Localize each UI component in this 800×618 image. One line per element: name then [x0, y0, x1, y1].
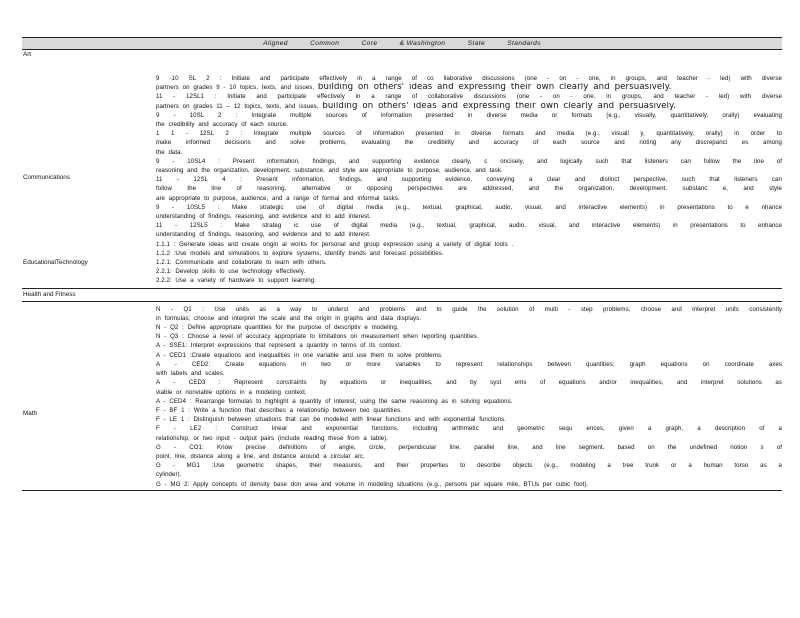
standard-line [156, 360, 782, 369]
standard-emphasis: building on others' ideas and expressing their own clearly and persuasively. [322, 101, 676, 111]
standard-text: follow the line of reasoning, alternative or opposing perspectives are addressed, and the organization, development, substanc e, and style [156, 185, 782, 193]
communications-block [22, 74, 782, 240]
standard-text: F - LE 1 : Distinguish between situations that can be modeled with linear functions and with exponential functions. [156, 416, 506, 424]
standard-text: the data. [156, 148, 183, 156]
header-word: Core [361, 40, 378, 47]
standard-text: G - MG1 :Use geometric shapes, their measures, and their properties to describe objects (e.g., modeling a tree trunk or a human torso as a [156, 462, 782, 470]
standard-line [156, 230, 782, 239]
edtech-block [22, 240, 782, 286]
communications-standards [156, 74, 782, 240]
standard-text: N - Q2 : Define appropriate quantities for the purpose of descriptiv e modeling. [156, 324, 399, 332]
standard-line [156, 148, 782, 157]
subject-label-math: Math [23, 409, 37, 417]
standard-line [156, 305, 782, 314]
standard-line [156, 406, 782, 415]
standard-text: 1.1.1 : Generate ideas and create origin al works for personal and group expression using a variety of digital tools . [156, 240, 514, 248]
standard-text: 2.2.2: Use a variety of hardware to support learning. [156, 277, 316, 285]
standard-line [156, 83, 782, 92]
standard-line [156, 92, 782, 101]
standard-text: 9 -10 SL 2 : Initiate and participate effectively in a range of co llaborative discussions (one - on - one, in groups, and teacher - led) with diverse [156, 75, 782, 82]
standard-line [156, 332, 782, 341]
standard-line [156, 212, 782, 221]
standard-line [156, 470, 782, 479]
section-health: Health and Fitness [23, 290, 76, 298]
standard-line [156, 120, 782, 129]
standard-text: A - CED4 : Rearrange formulas to highlight a quantity of interest, using the same reasoning as in solving equations. [156, 397, 513, 405]
standard-text: 9 - 10SL4 : Present information, findings, and supporting evidence clearly, c oncisely, and logically such that listeners can follow the line of [156, 157, 782, 165]
standards-table [22, 37, 782, 491]
standard-text: 1.2.1: Communicate and collaborate to learn with others. [156, 259, 327, 267]
section-art: Art [23, 51, 32, 58]
standard-text: 11 - 12SL 4 : Present information, findings, and supporting evidence, conveying a clear and distinct perspective, such that listeners can [156, 176, 782, 184]
standard-text: A - SSE1: Interpret expressions that represent a quantity in terms of its context. [156, 342, 402, 350]
standard-line [156, 480, 782, 489]
standard-text: 9 - 10SL 2 : Integrate multiple sources of information presented in diverse media or formats (e.g., visually, quantitatively, orally) evaluating [156, 111, 782, 119]
standard-text: partners on grades 9 - 10 topics, texts, and issues, [156, 84, 315, 92]
divider [22, 490, 782, 491]
standard-text: partners on grades 11 – 12 topics, texts, and issues, [156, 102, 319, 110]
standard-text: G - MG 2: Apply concepts of density base don area and volume in modeling situations (e.g., persons per square mile, BTUs per cubic foot). [156, 480, 589, 488]
standard-line [156, 267, 782, 276]
standard-text: F - BF 1 : Write a function that describes a relationship between two quantities. [156, 406, 402, 414]
header-word: Standards [507, 40, 541, 47]
subject-label-communications: Communications [23, 174, 70, 181]
standard-line [156, 102, 782, 111]
standard-text: make informed decisions and solve problems, evaluating the credibility and accuracy of each source and noting any discrepanci es among [156, 139, 782, 147]
standard-line [156, 434, 782, 443]
standard-line [156, 388, 782, 397]
standard-text: understanding of findings, reasoning, and evidence and to add interest. [156, 231, 371, 239]
standard-line [156, 74, 782, 83]
standard-text: 9 - 10SL5 : Make strategic use of digital media (e.g., textual, graphical, audio, visual, and interactive elements) in presentations to e nhance [156, 203, 782, 211]
standard-line [156, 424, 782, 433]
standard-line [156, 415, 782, 424]
standard-line [156, 111, 782, 120]
standard-line [156, 443, 782, 452]
standard-text: N - Q3 : Choose a level of accuracy appropriate to limitations on measurement when reporting quantities. [156, 333, 479, 341]
standard-text: with labels and scales. [156, 370, 225, 378]
standard-line [156, 323, 782, 332]
standard-line [156, 452, 782, 461]
header-word: Common [310, 40, 340, 47]
standard-text: in formulas; choose and interpret the scale and the origin in graphs and data displays. [156, 314, 422, 322]
standard-line [156, 221, 782, 230]
standard-emphasis: building on others' ideas and expressing their own clearly and persuasively. [317, 83, 672, 93]
math-block [22, 305, 782, 489]
standard-line [156, 240, 782, 249]
standard-line [156, 341, 782, 350]
table-header [22, 37, 782, 50]
standard-line [156, 369, 782, 378]
standard-text: viable or nonviable options in a modeling context. [156, 388, 307, 396]
standard-text: A - CED1 :Create equations and inequalities in one variable and use them to solve problems. [156, 351, 443, 359]
header-word: Aligned [263, 40, 288, 47]
standard-text: A - CED3 : Represent constraints by equations or inequalities, and by syst ems of equations and/or inequalities, and interpret solutions as [156, 379, 782, 387]
standard-line [156, 461, 782, 470]
standard-text: cylinder). [156, 471, 182, 479]
standard-text: A - CED2: Create equations in two or more variables to represent relationships between quantities; graph equations on coordinate axes [156, 360, 782, 368]
standard-text: 1 1 - 12SL 2 : Integrate multiple sources of information presented in diverse formats and media (e.g., visuall y, quantitatively, orally) in order to [156, 130, 782, 138]
standard-text: 11 - 12SL5 : Make strateg ic use of digital media (e.g., textual, graphical, audio, visual, and interactive elements) in presentations to enhance [156, 222, 782, 230]
subject-label-edtech: EducationalTechnology [23, 258, 88, 266]
standard-line [156, 203, 782, 212]
standard-line [156, 258, 782, 267]
standard-text: point, line, distance along a line, and distance around a circular arc. [156, 452, 365, 460]
standard-line [156, 166, 782, 175]
standard-text: reasoning and the organization, development, substance, and style are appropriate to purpose, audience, and task. [156, 167, 503, 175]
standard-line [156, 314, 782, 323]
edtech-standards [156, 240, 782, 286]
standard-line [156, 175, 782, 184]
standard-text: relationship, or two input - output pairs (include reading these from a table). [156, 434, 389, 442]
header-word: State [467, 40, 486, 47]
standard-text: are appropriate to purpose, audience, and a range of formal and informal tasks. [156, 194, 400, 202]
standard-text: 11 - 12SL1 : Initiate and participate effectively in a range of collaborative discussions (one - on - one, in groups, and teacher - led) with diverse [156, 93, 782, 101]
standard-text: understanding of findings, reasoning, and evidence and to add interest. [156, 213, 371, 221]
standard-line [156, 276, 782, 285]
standard-line [156, 138, 782, 147]
standard-line [156, 194, 782, 203]
standard-line [156, 351, 782, 360]
standard-text: 2.2.1: Develop skills to use technology effectively. [156, 268, 306, 276]
divider [22, 301, 782, 302]
standard-line [156, 184, 782, 193]
math-standards [156, 305, 782, 489]
standard-line [156, 157, 782, 166]
standard-text: G - CO1: Know precise definitions of angle, circle, perpendicular line, parallel line, and line segment, based on the undefined notion s of [156, 443, 782, 451]
standard-line [156, 397, 782, 406]
standard-text: F - LE2 : Construct linear and exponential functions, including arithmetic and geometric sequ ences, given a graph, a description of a [156, 425, 782, 433]
standard-line [156, 378, 782, 387]
standard-text: N - Q1 : Use units as a way to underst and problems and to guide the solution of multi - step problems; choose and interpret units consistently [156, 305, 782, 313]
standard-line [156, 249, 782, 258]
standard-text: the credibility and accuracy of each source. [156, 121, 288, 129]
standard-text: 1.1.2 :Use models and simulations to explore systems, identify trends and forecast possibilities. [156, 249, 444, 257]
standard-line [156, 129, 782, 138]
header-word: & Washington [399, 40, 446, 47]
